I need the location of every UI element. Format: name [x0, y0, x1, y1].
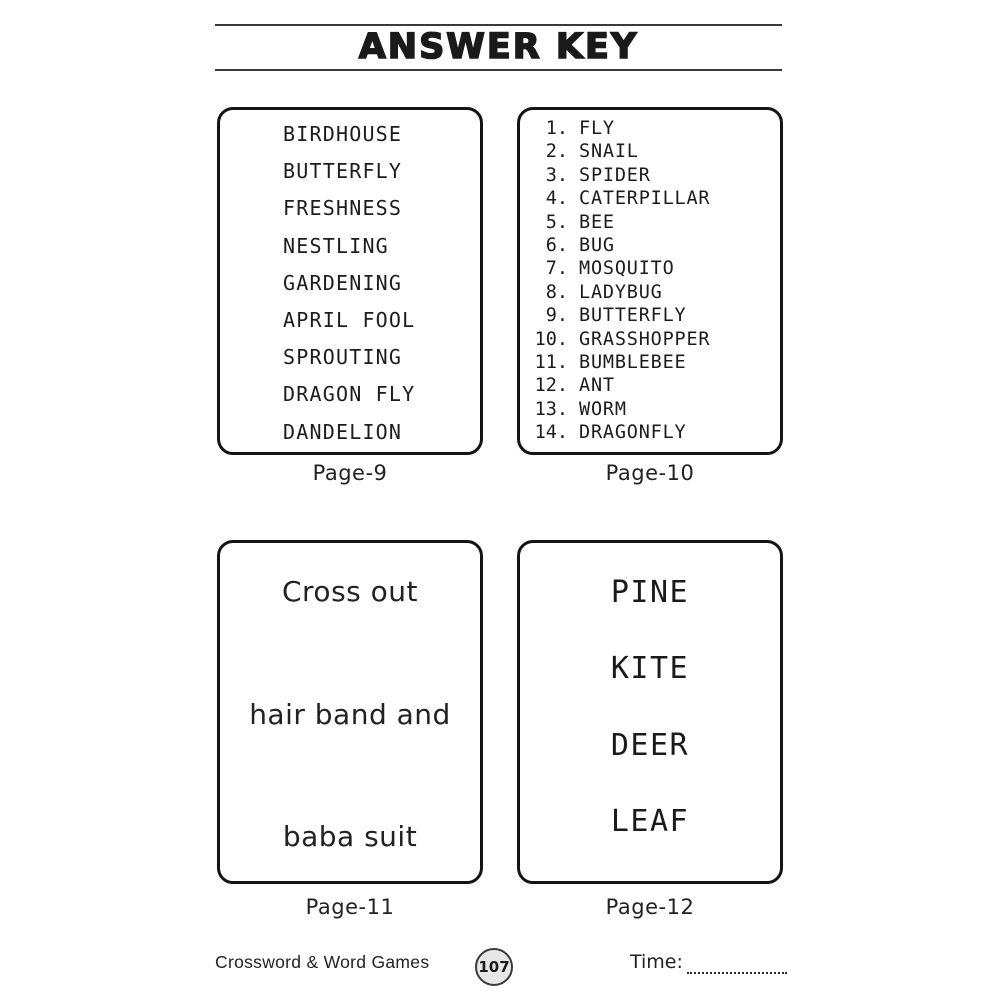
page-label-page12: Page-12	[605, 895, 695, 919]
answer-word: SNAIL	[579, 141, 639, 163]
title-rule-bottom	[215, 69, 782, 71]
page-label-page11: Page-11	[305, 895, 395, 919]
footer-book-title: Crossword & Word Games	[215, 952, 430, 972]
answer-number: 9.	[545, 305, 568, 327]
answer-word: DANDELION	[283, 419, 403, 444]
answer-word: DEER	[610, 727, 690, 763]
footer-page-number-badge	[475, 948, 513, 986]
answer-phrase: hair band and	[249, 697, 451, 731]
answer-word: SPIDER	[579, 164, 651, 186]
answer-number: 6.	[545, 234, 568, 256]
answer-word: LADYBUG	[579, 281, 663, 303]
answer-number: 4.	[545, 188, 568, 210]
answer-row	[520, 421, 780, 444]
answer-word: CATERPILLAR	[579, 188, 711, 210]
answer-word: WORM	[579, 398, 627, 420]
answer-number: 2.	[545, 141, 568, 163]
answer-word: DRAGONFLY	[579, 422, 687, 444]
answer-phrase: Cross out	[281, 575, 418, 608]
answer-word: BUG	[579, 234, 615, 256]
answer-row	[520, 281, 780, 304]
answer-row	[520, 211, 780, 234]
answer-word: PINE	[610, 575, 690, 610]
answer-word: SPROUTING	[283, 345, 403, 370]
answer-number: 1.	[545, 118, 568, 139]
answer-word: BEE	[579, 211, 615, 233]
answer-row	[520, 234, 780, 257]
answer-row	[520, 187, 780, 210]
answer-number: 8.	[545, 281, 568, 303]
answer-row	[520, 351, 780, 374]
answer-word: FLY	[579, 118, 615, 139]
answer-row	[520, 164, 780, 187]
footer-time-label: Time:	[630, 951, 683, 973]
answer-phrase: baba suit	[282, 820, 418, 853]
answer-word: GARDENING	[283, 270, 403, 295]
answer-word: APRIL FOOL	[283, 307, 416, 332]
answer-number: 7.	[545, 258, 568, 280]
answer-row	[520, 117, 780, 140]
answer-word: LEAF	[610, 803, 690, 839]
answer-box-page10	[517, 107, 783, 455]
answer-row	[520, 398, 780, 421]
answer-word: GRASSHOPPER	[579, 328, 711, 350]
time-dotted-line	[687, 954, 787, 974]
answer-word: BUMBLEBEE	[579, 351, 687, 373]
page-label-page10: Page-10	[605, 461, 695, 485]
title-rule-top	[215, 24, 782, 26]
answer-number: 12.	[534, 375, 568, 397]
answer-box-page12	[517, 540, 783, 884]
answer-row	[520, 140, 780, 163]
answer-number: 10.	[534, 328, 568, 350]
answer-number: 13.	[534, 398, 568, 420]
answer-word: ANT	[579, 375, 615, 397]
answer-word: KITE	[610, 651, 690, 687]
answer-word: FRESHNESS	[283, 196, 403, 221]
answer-number: 14.	[534, 422, 568, 444]
answer-word: BUTTERFLY	[283, 159, 403, 184]
answer-row	[520, 304, 780, 327]
answer-row	[520, 257, 780, 280]
answer-box-page11	[217, 540, 483, 884]
answer-number: 5.	[545, 211, 568, 233]
answer-word: MOSQUITO	[579, 258, 675, 280]
answer-word: NESTLING	[283, 233, 389, 258]
answer-row	[520, 328, 780, 351]
answer-word: BIRDHOUSE	[283, 122, 403, 146]
answer-word: BUTTERFLY	[579, 305, 687, 327]
footer-page-number: 107	[478, 958, 510, 976]
page-title: ANSWER KEY	[358, 27, 639, 67]
answer-box-page9	[217, 107, 483, 455]
answer-number: 11.	[534, 351, 568, 373]
answer-number: 3.	[545, 164, 568, 186]
answer-word: DRAGON FLY	[283, 382, 416, 407]
answer-row	[520, 374, 780, 397]
page-label-page9: Page-9	[312, 461, 388, 485]
